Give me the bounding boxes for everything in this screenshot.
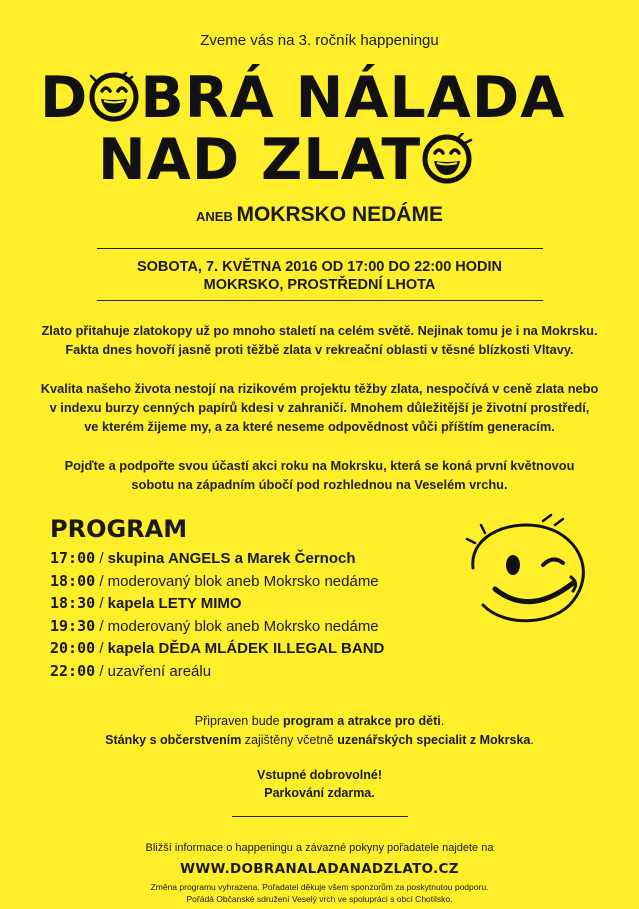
paragraph-line: Zlato přitahuje zlatokopy už po mnoho staletí na celém světě. Nejinak tomu je i na Mokrsku.: [41, 323, 598, 338]
laughing-smiley-icon: [88, 71, 140, 134]
program-time: 18:00: [50, 571, 96, 590]
subtitle-big: MOKRSKO NEDÁME: [236, 203, 443, 226]
program-text: uzavření areálu: [107, 662, 212, 680]
program-separator: /: [95, 595, 108, 613]
title-line-2-text: NAD ZLAT: [98, 127, 422, 193]
program-item: [50, 572, 384, 595]
footer-highlight: Stánky s občerstvením: [105, 733, 242, 747]
footer-text: zajištěny včetně: [241, 733, 338, 747]
footer-highlight: program a atrakce pro děti: [283, 714, 441, 728]
paragraph-line: Pojďte a podpořte svou účastí akci roku na Mokrsku, která se koná první květnovou: [64, 458, 575, 473]
program-separator: /: [95, 550, 108, 567]
program-text: moderovaný blok aneb Mokrsko nedáme: [107, 617, 379, 635]
program-text: moderovaný blok aneb Mokrsko nedáme: [107, 572, 379, 590]
program-time: 19:30: [50, 616, 96, 635]
program-list: [50, 549, 384, 685]
divider-top: [97, 248, 543, 249]
program-item: [50, 549, 384, 572]
program-text: skupina ANGELS a Marek Černoch: [107, 550, 356, 567]
footer-line-kids: [0, 712, 639, 731]
program-item: [50, 594, 384, 617]
parking-text: Parkování zdarma.: [264, 786, 375, 800]
winking-smiley-icon: [455, 513, 605, 638]
title-letter-d: D: [40, 65, 89, 131]
program-separator: /: [95, 662, 108, 680]
program-separator: /: [95, 617, 108, 635]
footer-text: Připraven bude: [194, 714, 284, 728]
program-time: 18:30: [50, 594, 96, 613]
website-link[interactable]: WWW.DOBRANALADANADZLATO.CZ: [180, 861, 459, 877]
program-title: PROGRAM: [50, 515, 188, 543]
program-text: kapela DĚDA MLÁDEK ILLEGAL BAND: [107, 640, 385, 658]
paragraph-line: v indexu burzy cenných papírů kdesi v zahraničí. Mnohem důležitější je životní prostředí,: [49, 400, 590, 415]
paragraph-line: sobotu na západním úbočí pod rozhlednou na Veselém vrchu.: [131, 477, 508, 492]
program-separator: /: [95, 572, 108, 590]
laughing-smiley-icon-2: [421, 133, 473, 196]
event-date: SOBOTA, 7. KVĚTNA 2016 OD 17:00 DO 22:00 HODIN: [136, 259, 503, 275]
note-organizer: Pořádá Občanské sdružení Veselý vrch ve spolupráci s obcí Chotilsko.: [186, 894, 453, 904]
title-line-2: [98, 127, 473, 196]
program-text: kapela LETY MIMO: [107, 595, 242, 613]
program-separator: /: [95, 640, 108, 658]
subtitle: [0, 203, 639, 227]
footer-line-stalls: [0, 731, 639, 750]
note-program: Změna programu vyhrazena. Pořadatel děkuje všem sponzorům za poskytnutou podporu.: [150, 882, 489, 892]
subtitle-small: ANEB: [196, 209, 233, 224]
title-line-1: [40, 65, 566, 134]
event-place: MOKRSKO, PROSTŘEDNÍ LHOTA: [203, 277, 436, 293]
paragraph-line: Kvalita našeho života nestojí na rizikovém projektu těžby zlata, nespočívá v ceně zlata nebo: [40, 381, 599, 396]
program-item: [50, 617, 384, 640]
divider-bottom: [97, 300, 543, 301]
info-text: Bližší informace o happeningu a závazné pokyny pořadatele najdete na: [145, 842, 494, 854]
program-item: [50, 639, 384, 662]
program-item: [50, 662, 384, 685]
divider-footer: [232, 816, 408, 817]
footer-text: .: [440, 714, 445, 728]
program-time: 20:00: [50, 639, 96, 658]
paragraph-line: ve kterém žijeme my, a za které neseme odpovědnost vůči příštím generacím.: [84, 419, 555, 434]
intro-text: Zveme vás na 3. ročník happeningu: [200, 32, 439, 49]
paragraph-line: Fakta dnes hovoří jasně proti těžbě zlata v rekreační oblasti v těsné blízkosti Vltavy.: [65, 342, 574, 357]
entry-text: Vstupné dobrovolné!: [257, 768, 382, 782]
footer-text: .: [530, 733, 534, 747]
footer-highlight: uzenářských specialit z Mokrska: [337, 733, 531, 747]
program-time: 22:00: [50, 661, 96, 680]
program-time: 17:00: [50, 549, 96, 567]
title-line-1-rest: BRÁ NÁLADA: [140, 65, 566, 131]
